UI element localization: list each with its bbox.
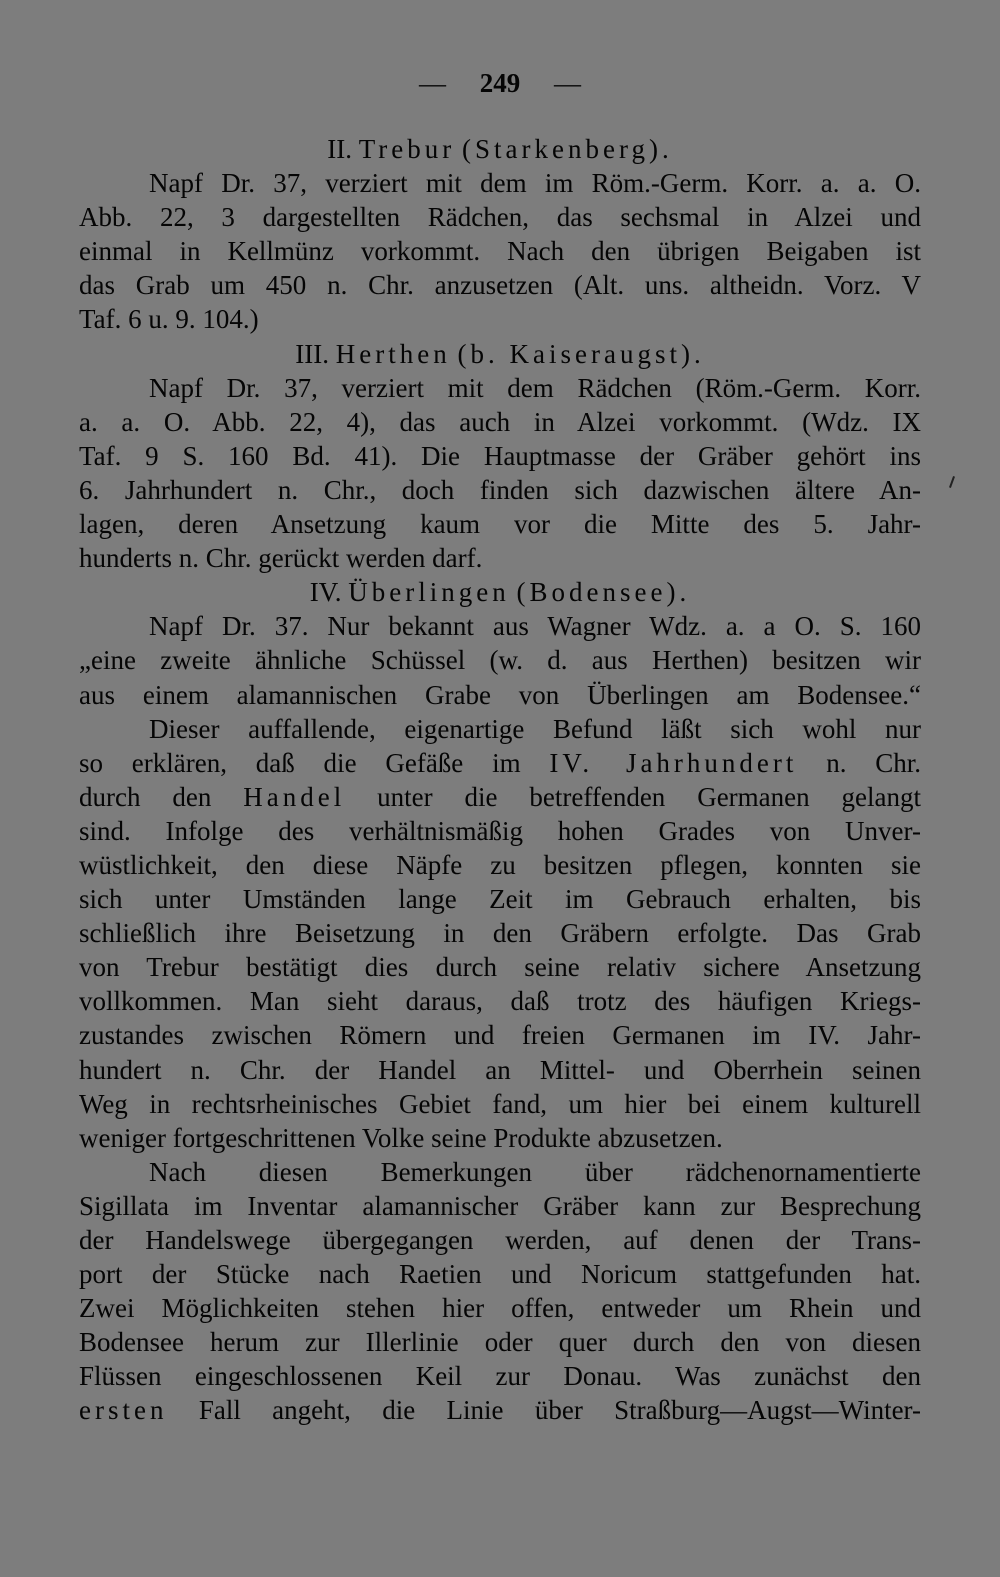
text-line: Bodensee herum zur Illerlinie oder quer durch den von diesen [79,1327,921,1358]
heading-number: IV. [309,577,342,608]
text-line: Sigillata im Inventar alamannischer Gräber kann zur Besprechung [79,1190,921,1221]
text-line: wüstlichkeit, den diese Näpfe zu besitzen pflegen, konnten sie [79,849,921,880]
heading-number: III. [295,338,330,369]
heading-number: II. [327,134,352,164]
text-line: Nach diesen Bemerkungen über rädchenornamentierte [149,1156,921,1187]
spaced-emphasis: IV. Jahrhundert [549,747,798,778]
text-line: Taf. 6 u. 9. 104.) [79,304,259,335]
text-line: sind. Infolge des verhältnismäßig hohen Grades von Unver- [79,815,921,846]
text-line: Napf Dr. 37. Nur bekannt aus Wagner Wdz. a. a O. S. 160 [149,611,921,642]
page-number-dash-right: — [554,68,581,98]
text-line: einmal in Kellmünz vorkommt. Nach den übrigen Beigaben ist [79,236,921,267]
text-line: 6. Jahrhundert n. Chr., doch finden sich dazwischen ältere An- [79,474,921,505]
text-line: das Grab um 450 n. Chr. anzusetzen (Alt. uns. altheidn. Vorz. V [79,270,921,301]
text-run: n. Chr. [826,747,922,778]
text-line: Abb. 22, 3 dargestellten Rädchen, das sechsmal in Alzei und [79,202,921,233]
text-line: Zwei Möglichkeiten stehen hier offen, entweder um Rhein und [79,1293,921,1324]
text-line: Dieser auffallende, eigenartige Befund läßt sich wohl nur [149,713,921,744]
text-line: Taf. 9 S. 160 Bd. 41). Die Hauptmasse der Gräber gehört ins [79,440,921,471]
margin-mark [949,476,955,488]
text-line: von Trebur bestätigt dies durch seine relativ sichere Ansetzung [79,952,921,983]
text-line: hundert n. Chr. der Handel an Mittel- und Oberrhein seinen [79,1054,921,1085]
text-line: port der Stücke nach Raetien und Noricum stattgefunden hat. [79,1259,921,1290]
text-run: durch den [79,781,212,812]
heading-place: Herthen [335,338,451,369]
page-number [0,68,1000,99]
text-run: Fall angeht, die Linie über Straßburg—Augst—Winter- [198,1395,922,1426]
text-line-emphasis [79,746,921,780]
text-run: so erklären, daß die Gefäße im [79,747,521,778]
text-line: sich unter Umständen lange Zeit im Gebrauch erhalten, bis [79,884,921,915]
text-line-emphasis [79,1393,921,1427]
heading-place: Überlingen [348,577,510,608]
text-line: a. a. O. Abb. 22, 4), das auch in Alzei vorkommt. (Wdz. IX [79,406,921,437]
text-line: Napf Dr. 37, verziert mit dem Rädchen (Röm.-Germ. Korr. [149,372,921,403]
text-line: weniger fortgeschrittenen Volke seine Produkte abzusetzen. [79,1122,723,1153]
heading-region: (Bodensee). [516,577,691,608]
text-line: zustandes zwischen Römern und freien Germanen im IV. Jahr- [79,1020,921,1051]
section-heading-trebur [79,132,921,166]
text-line: lagen, deren Ansetzung kaum vor die Mitte des 5. Jahr- [79,509,921,540]
text-line: Flüssen eingeschlossenen Keil zur Donau. Was zunächst den [79,1361,921,1392]
text-line: Napf Dr. 37, verziert mit dem im Röm.-Germ. Korr. a. a. O. [149,168,921,199]
text-line: hunderts n. Chr. gerückt werden darf. [79,543,483,574]
text-line: der Handelswege übergegangen werden, auf denen der Trans- [79,1225,921,1255]
heading-region: (Starkenberg). [462,134,673,164]
spaced-emphasis: ersten [79,1395,168,1426]
text-line: „eine zweite ähnliche Schüssel (w. d. aus Herthen) besitzen wir [79,645,921,676]
page-number-dash-left: — [419,68,446,98]
text-line: schließlich ihre Beisetzung in den Gräbern erfolgte. Das Grab [79,918,921,949]
text-line: vollkommen. Man sieht daraus, daß trotz des häufigen Kriegs- [79,986,921,1017]
body-text [79,132,921,1428]
section-heading-herthen [79,337,921,371]
section-heading-ueberlingen [79,575,921,609]
page-number-value: 249 [479,68,521,98]
text-line-emphasis [79,780,921,814]
text-run: unter die betreffenden Germanen gelangt [377,781,922,812]
heading-region: (b. Kaiseraugst). [457,338,705,369]
text-line: aus einem alamannischen Grabe von Überlingen am Bodensee.“ [79,679,921,710]
spaced-emphasis: Handel [243,781,346,812]
text-line: Weg in rechtsrheinisches Gebiet fand, um hier bei einem kulturell [79,1088,921,1119]
heading-place: Trebur [358,134,456,164]
